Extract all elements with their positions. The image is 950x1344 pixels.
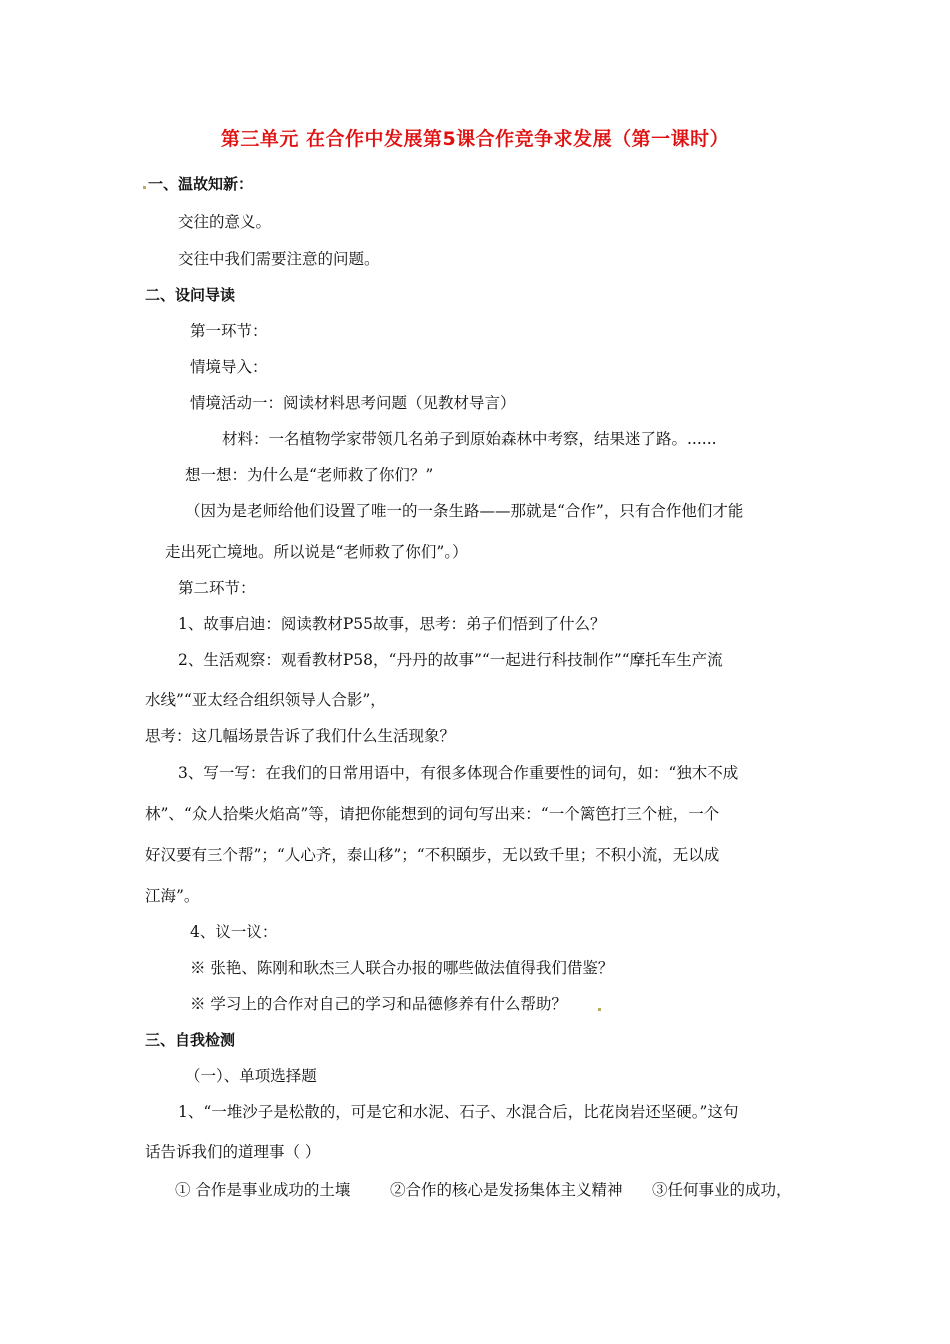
part2-item2-line1: 2、生活观察：观看教材P58，“丹丹的故事”“一起进行科技制作”“摩托车生产流: [178, 651, 723, 669]
part2-item2-line2: 水线”“亚太经合组织领导人合影”，: [145, 691, 386, 709]
part1-label: 第一环节：: [190, 322, 268, 340]
question-1-option-3: ③任何事业的成功，: [652, 1181, 792, 1199]
part2-item3-line1: 3、写一写：在我们的日常用语中，有很多体现合作重要性的词句，如：“独木不成: [178, 764, 739, 782]
part2-item3-line4: 江海”。: [145, 887, 200, 905]
part1-answer-2: 走出死亡境地。所以说是“老师救了你们”。）: [165, 543, 468, 561]
part1-intro: 情境导入：: [190, 358, 268, 376]
section-heading-review: 一、温故知新：: [148, 175, 254, 193]
page-title: 第三单元 在合作中发展第5课合作竞争求发展（第一课时）: [220, 128, 730, 150]
part2-item1: 1、故事启迪：阅读教材P55故事，思考：弟子们悟到了什么？: [178, 615, 606, 633]
part2-item4: 4、议一议：: [190, 923, 278, 941]
margin-mark: [143, 186, 146, 189]
part1-material: 材料：一名植物学家带领几名弟子到原始森林中考察，结果迷了路。......: [222, 430, 717, 448]
section-heading-check: 三、自我检测: [145, 1031, 236, 1049]
review-line-1: 交往的意义。: [178, 213, 272, 231]
part2-label: 第二环节：: [178, 579, 256, 597]
part2-item4-question-2: ※ 学习上的合作对自己的学习和品德修养有什么帮助？: [190, 995, 567, 1013]
question-1-option-1: ① 合作是事业成功的土壤: [175, 1181, 351, 1199]
part2-item2-line3: 思考：这几幅场景告诉了我们什么生活现象？: [145, 727, 456, 745]
check-subheading: （一）、单项选择题: [185, 1067, 317, 1085]
part1-think: 想一想：为什么是“老师救了你们？”: [185, 466, 434, 484]
question-1-option-2: ②合作的核心是发扬集体主义精神: [390, 1181, 623, 1199]
question-1-line-2: 话告诉我们的道理事（ ）: [145, 1143, 321, 1161]
part2-item3-line3: 好汉要有三个帮”；“人心齐，泰山移”；“不积頣步，无以致千里；不积小流，无以成: [145, 846, 720, 864]
section-heading-guide: 二、设问导读: [145, 286, 236, 304]
review-line-2: 交往中我们需要注意的问题。: [178, 250, 380, 268]
margin-mark: [598, 1008, 601, 1011]
part2-item3-line2: 林”、“众人拾柴火焰高”等，请把你能想到的词句写出来：“一个篱笆打三个桩，一个: [145, 805, 720, 823]
question-1-line-1: 1、“一堆沙子是松散的，可是它和水泥、石子、水混合后，比花岗岩还坚硬。”这句: [178, 1103, 739, 1121]
part1-answer-1: （因为是老师给他们设置了唯一的一条生路——那就是“合作”，只有合作他们才能: [185, 502, 744, 520]
part1-activity: 情境活动一：阅读材料思考问题（见教材导言）: [190, 394, 516, 412]
part2-item4-question-1: ※ 张艳、陈刚和耿杰三人联合办报的哪些做法值得我们借鉴？: [190, 959, 614, 977]
